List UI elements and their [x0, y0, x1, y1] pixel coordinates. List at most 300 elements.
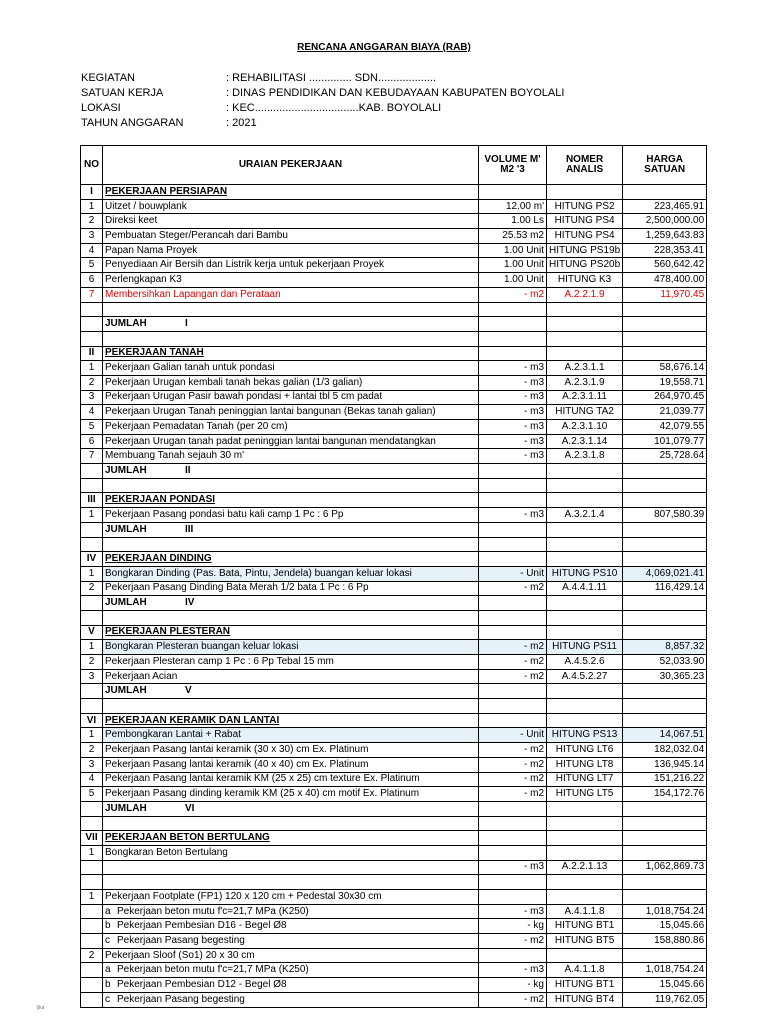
table-row [81, 948, 707, 963]
work-description: Uitzet / bouwplank [103, 199, 479, 214]
empty-cell [547, 875, 623, 890]
volume: - m3 [479, 405, 547, 420]
work-description: Pekerjaan Pasang dinding keramik KM (25 x 40) cm motif Ex. Platinum [103, 787, 479, 802]
unit-price: 1,018,754.24 [623, 904, 707, 919]
unit-price: 8,857.32 [623, 640, 707, 655]
work-description: Pekerjaan Urugan tanah padat peninggian lantai bangunan mendatangkan [103, 434, 479, 449]
table-row [81, 449, 707, 464]
row-number: 7 [81, 287, 103, 302]
analysis-code: A.3.2.1.4 [547, 508, 623, 523]
sub-item-letter: b [105, 920, 111, 932]
empty-cell [623, 522, 707, 537]
row-number [81, 684, 103, 699]
analysis-code: HITUNG PS4 [547, 214, 623, 229]
info-label: TAHUN ANGGARAN [81, 117, 184, 129]
work-description: Pekerjaan Pasang lantai keramik KM (25 x 25) cm texture Ex. Platinum [103, 772, 479, 787]
blank-row [81, 816, 707, 831]
volume: 1.00 Ls [479, 214, 547, 229]
work-description: Bongkaran Beton Bertulang [103, 845, 479, 860]
empty-cell [81, 302, 103, 317]
row-number: 3 [81, 390, 103, 405]
sub-item-letter: a [105, 964, 111, 976]
subtotal-label [103, 317, 479, 332]
unit-price: 58,676.14 [623, 361, 707, 376]
work-description: Membersihkan Lapangan dan Perataan [103, 287, 479, 302]
info-value: : DINAS PENDIDIKAN DAN KEBUDAYAAN KABUPATEN BOYOLALI [226, 87, 565, 99]
table-row [81, 845, 707, 860]
table-row [81, 787, 707, 802]
subtotal-label [103, 522, 479, 537]
analysis-code: HITUNG PS4 [547, 229, 623, 244]
work-description: Pekerjaan Urugan kembali tanah bekas galian (1/3 galian) [103, 375, 479, 390]
work-description [103, 904, 479, 919]
empty-cell [103, 302, 479, 317]
header-description: URAIAN PEKERJAAN [103, 146, 479, 185]
empty-cell [479, 522, 547, 537]
analysis-code [547, 890, 623, 905]
info-label: SATUAN KERJA [81, 87, 164, 99]
analysis-code [547, 948, 623, 963]
unit-price [623, 552, 707, 567]
work-description: Pekerjaan Pasang lantai keramik (30 x 30) cm Ex. Platinum [103, 743, 479, 758]
analysis-code [547, 185, 623, 200]
sub-item-text: Pekerjaan Pasang begesting [117, 934, 245, 946]
table-row [81, 772, 707, 787]
table-row [81, 375, 707, 390]
table-row [81, 434, 707, 449]
work-description: Direksi keet [103, 214, 479, 229]
empty-cell [81, 875, 103, 890]
empty-cell [623, 537, 707, 552]
volume: - kg [479, 978, 547, 993]
work-description: Pembuatan Steger/Perancah dari Bambu [103, 229, 479, 244]
table-row [81, 405, 707, 420]
volume: - kg [479, 919, 547, 934]
analysis-code [547, 493, 623, 508]
analysis-code: HITUNG TA2 [547, 405, 623, 420]
table-row [81, 214, 707, 229]
info-row [81, 71, 564, 86]
analysis-code: A.4.1.1.8 [547, 904, 623, 919]
empty-cell [623, 684, 707, 699]
table-row [81, 919, 707, 934]
table-row [81, 743, 707, 758]
analysis-code: HITUNG K3 [547, 273, 623, 288]
row-number [81, 934, 103, 949]
row-number: 2 [81, 581, 103, 596]
sub-item-letter: c [105, 934, 110, 946]
empty-cell [81, 478, 103, 493]
empty-cell [479, 684, 547, 699]
volume: - m2 [479, 669, 547, 684]
work-description [103, 992, 479, 1007]
volume [479, 831, 547, 846]
empty-cell [547, 302, 623, 317]
row-number: 3 [81, 669, 103, 684]
empty-cell [103, 699, 479, 714]
section-title: PEKERJAAN KERAMIK DAN LANTAI [103, 713, 479, 728]
empty-cell [479, 816, 547, 831]
info-label: LOKASI [81, 102, 121, 114]
empty-cell [623, 331, 707, 346]
unit-price: 151,216.22 [623, 772, 707, 787]
row-number: 2 [81, 948, 103, 963]
volume: - m3 [479, 508, 547, 523]
work-description: Papan Nama Proyek [103, 243, 479, 258]
volume: 12.00 m' [479, 199, 547, 214]
subtotal-text: JUMLAH [105, 597, 147, 609]
subtotal-row [81, 522, 707, 537]
unit-price: 25,728.64 [623, 449, 707, 464]
empty-cell [103, 478, 479, 493]
subtotal-text: JUMLAH [105, 523, 147, 535]
volume: - m2 [479, 743, 547, 758]
empty-cell [81, 537, 103, 552]
work-description: Pekerjaan Pasang Dinding Bata Merah 1/2 bata 1 Pc : 6 Pp [103, 581, 479, 596]
volume [479, 845, 547, 860]
analysis-code: A.4.5.2.27 [547, 669, 623, 684]
empty-cell [547, 317, 623, 332]
unit-price: 807,580.39 [623, 508, 707, 523]
empty-cell [479, 464, 547, 479]
unit-price: 182,032.04 [623, 743, 707, 758]
info-row [81, 101, 564, 116]
info-row [81, 116, 564, 131]
section-number: VI [81, 713, 103, 728]
analysis-code: A.2.3.1.14 [547, 434, 623, 449]
unit-price: 1,259,643.83 [623, 229, 707, 244]
work-description [103, 978, 479, 993]
analysis-code: HITUNG LT5 [547, 787, 623, 802]
unit-price: 30,365.23 [623, 669, 707, 684]
unit-price: 560,642.42 [623, 258, 707, 273]
empty-cell [623, 317, 707, 332]
section-title: PEKERJAAN DINDING [103, 552, 479, 567]
sub-item-letter: a [105, 905, 111, 917]
volume: - m2 [479, 787, 547, 802]
subtotal-label [103, 801, 479, 816]
volume: - m2 [479, 581, 547, 596]
section-header-row [81, 493, 707, 508]
volume: - m2 [479, 772, 547, 787]
work-description: Pekerjaan Pemadatan Tanah (per 20 cm) [103, 420, 479, 435]
unit-price: 158,880.86 [623, 934, 707, 949]
unit-price: 116,429.14 [623, 581, 707, 596]
empty-cell [547, 596, 623, 611]
table-row [81, 640, 707, 655]
volume [479, 713, 547, 728]
table-row [81, 581, 707, 596]
volume: - m3 [479, 390, 547, 405]
empty-cell [623, 699, 707, 714]
analysis-code [547, 845, 623, 860]
analysis-code: HITUNG BT4 [547, 992, 623, 1007]
empty-cell [479, 610, 547, 625]
volume [479, 625, 547, 640]
subtotal-roman: I [185, 318, 188, 330]
analysis-code [547, 346, 623, 361]
row-number: 1 [81, 845, 103, 860]
table-row [81, 390, 707, 405]
unit-price: 119,762.05 [623, 992, 707, 1007]
footer-mark: 'jika' [36, 1005, 46, 1011]
subtotal-text: JUMLAH [105, 685, 147, 697]
subtotal-row [81, 596, 707, 611]
subtotal-roman: VI [185, 802, 195, 814]
subtotal-roman: V [185, 685, 192, 697]
volume: - m2 [479, 934, 547, 949]
rab-table [80, 145, 707, 1008]
blank-row [81, 478, 707, 493]
sub-item-text: Pekerjaan beton mutu f'c=21,7 MPa (K250) [117, 964, 309, 976]
empty-cell [547, 816, 623, 831]
unit-price: 42,079.55 [623, 420, 707, 435]
row-number: 2 [81, 743, 103, 758]
row-number [81, 317, 103, 332]
empty-cell [103, 816, 479, 831]
info-label: KEGIATAN [81, 72, 135, 84]
document-title: RENCANA ANGGARAN BIAYA (RAB) [297, 42, 471, 53]
empty-cell [623, 610, 707, 625]
blank-row [81, 875, 707, 890]
row-number [81, 522, 103, 537]
row-number [81, 992, 103, 1007]
section-number: V [81, 625, 103, 640]
unit-price [623, 493, 707, 508]
table-row [81, 199, 707, 214]
info-value: : REHABILITASI .............. SDN................... [226, 72, 437, 84]
unit-price [623, 831, 707, 846]
row-number: 6 [81, 273, 103, 288]
subtotal-label [103, 596, 479, 611]
volume: - m3 [479, 904, 547, 919]
row-number: 5 [81, 787, 103, 802]
row-number: 5 [81, 258, 103, 273]
unit-price [623, 845, 707, 860]
table-row [81, 361, 707, 376]
subtotal-row [81, 464, 707, 479]
empty-cell [623, 478, 707, 493]
empty-cell [547, 522, 623, 537]
volume [479, 493, 547, 508]
empty-cell [479, 478, 547, 493]
work-description: Pekerjaan Plesteran camp 1 Pc : 6 Pp Tebal 15 mm [103, 655, 479, 670]
unit-price: 52,033.90 [623, 655, 707, 670]
blank-row [81, 331, 707, 346]
empty-cell [81, 331, 103, 346]
empty-cell [547, 537, 623, 552]
row-number: 2 [81, 214, 103, 229]
volume: - m3 [479, 860, 547, 875]
sub-item-text: Pekerjaan Pembesian D16 - Begel Ø8 [117, 920, 287, 932]
table-row [81, 934, 707, 949]
table-row [81, 287, 707, 302]
work-description: Pekerjaan Pasang lantai keramik (40 x 40) cm Ex. Platinum [103, 757, 479, 772]
table-row [81, 728, 707, 743]
table-row [81, 508, 707, 523]
row-number [81, 963, 103, 978]
work-description: Pembongkaran Lantai + Rabat [103, 728, 479, 743]
empty-cell [81, 816, 103, 831]
unit-price: 264,970.45 [623, 390, 707, 405]
work-description: Pekerjaan Footplate (FP1) 120 x 120 cm + Pedestal 30x30 cm [103, 890, 479, 905]
row-number: 4 [81, 243, 103, 258]
work-description [103, 860, 479, 875]
subtotal-label [103, 684, 479, 699]
unit-price: 15,045.66 [623, 978, 707, 993]
row-number: 1 [81, 890, 103, 905]
blank-row [81, 537, 707, 552]
analysis-code: HITUNG BT5 [547, 934, 623, 949]
empty-cell [547, 699, 623, 714]
empty-cell [479, 801, 547, 816]
unit-price [623, 713, 707, 728]
volume: 1.00 Unit [479, 273, 547, 288]
volume [479, 890, 547, 905]
info-row [81, 86, 564, 101]
project-info [81, 71, 564, 131]
row-number: 4 [81, 405, 103, 420]
empty-cell [81, 699, 103, 714]
row-number: 6 [81, 434, 103, 449]
section-title: PEKERJAAN PERSIAPAN [103, 185, 479, 200]
table-row [81, 992, 707, 1007]
row-number: 3 [81, 229, 103, 244]
unit-price: 4,069,021.41 [623, 566, 707, 581]
analysis-code: A.2.3.1.11 [547, 390, 623, 405]
volume [479, 185, 547, 200]
work-description: Membuang Tanah sejauh 30 m' [103, 449, 479, 464]
analysis-code: HITUNG PS2 [547, 199, 623, 214]
sub-item-letter: c [105, 993, 110, 1005]
table-row [81, 655, 707, 670]
analysis-code: HITUNG PS13 [547, 728, 623, 743]
empty-cell [81, 610, 103, 625]
row-number: 1 [81, 728, 103, 743]
work-description: Bongkaran Plesteran buangan keluar lokasi [103, 640, 479, 655]
row-number: 1 [81, 640, 103, 655]
table-row [81, 904, 707, 919]
empty-cell [623, 801, 707, 816]
section-header-row [81, 831, 707, 846]
volume: - m2 [479, 640, 547, 655]
empty-cell [623, 875, 707, 890]
empty-cell [547, 478, 623, 493]
unit-price: 15,045.66 [623, 919, 707, 934]
analysis-code [547, 713, 623, 728]
section-title: PEKERJAAN TANAH [103, 346, 479, 361]
subtotal-roman: IV [185, 597, 195, 609]
empty-cell [623, 302, 707, 317]
table-row [81, 229, 707, 244]
table-row [81, 420, 707, 435]
work-description: Pekerjaan Acian [103, 669, 479, 684]
subtotal-row [81, 801, 707, 816]
work-description: Perlengkapan K3 [103, 273, 479, 288]
blank-row [81, 302, 707, 317]
table-header-row [81, 146, 707, 185]
blank-row [81, 699, 707, 714]
section-header-row [81, 625, 707, 640]
section-number: II [81, 346, 103, 361]
section-header-row [81, 713, 707, 728]
section-title: PEKERJAAN PONDASI [103, 493, 479, 508]
table-row [81, 273, 707, 288]
table-row [81, 258, 707, 273]
volume: - m3 [479, 420, 547, 435]
analysis-code: A.2.2.1.13 [547, 860, 623, 875]
subtotal-row [81, 684, 707, 699]
unit-price: 136,945.14 [623, 757, 707, 772]
volume: - Unit [479, 728, 547, 743]
volume [479, 552, 547, 567]
header-unit-price: HARGA SATUAN [623, 146, 707, 185]
table-row [81, 860, 707, 875]
unit-price [623, 185, 707, 200]
sub-item-text: Pekerjaan Pembesian D12 - Begel Ø8 [117, 978, 287, 990]
table-row [81, 566, 707, 581]
volume: 1.00 Unit [479, 243, 547, 258]
subtotal-roman: II [185, 464, 191, 476]
work-description: Pekerjaan Urugan Tanah peninggian lantai bangunan (Bekas tanah galian) [103, 405, 479, 420]
volume: - m3 [479, 361, 547, 376]
analysis-code: A.2.3.1.10 [547, 420, 623, 435]
work-description [103, 919, 479, 934]
analysis-code: A.4.5.2.6 [547, 655, 623, 670]
info-value: : KEC..................................KAB. BOYOLALI [226, 102, 442, 114]
unit-price: 223,465.91 [623, 199, 707, 214]
unit-price: 228,353.41 [623, 243, 707, 258]
empty-cell [103, 610, 479, 625]
header-no: NO [81, 146, 103, 185]
section-header-row [81, 346, 707, 361]
empty-cell [103, 537, 479, 552]
section-title: PEKERJAAN BETON BERTULANG [103, 831, 479, 846]
row-number: 3 [81, 757, 103, 772]
row-number [81, 596, 103, 611]
analysis-code: HITUNG PS11 [547, 640, 623, 655]
analysis-code: HITUNG LT6 [547, 743, 623, 758]
sub-item-letter: b [105, 978, 111, 990]
section-number: III [81, 493, 103, 508]
work-description: Pekerjaan Galian tanah untuk pondasi [103, 361, 479, 376]
work-description: Pekerjaan Pasang pondasi batu kali camp 1 Pc : 6 Pp [103, 508, 479, 523]
header-analysis-code: NOMER ANALIS [547, 146, 623, 185]
analysis-code: A.2.3.1.9 [547, 375, 623, 390]
subtotal-roman: III [185, 523, 194, 535]
volume: - m3 [479, 449, 547, 464]
empty-cell [479, 699, 547, 714]
subtotal-text: JUMLAH [105, 318, 147, 330]
analysis-code [547, 552, 623, 567]
subtotal-text: JUMLAH [105, 802, 147, 814]
volume: - m2 [479, 287, 547, 302]
volume [479, 948, 547, 963]
work-description: Pekerjaan Urugan Pasir bawah pondasi + lantai tbl 5 cm padat [103, 390, 479, 405]
empty-cell [479, 596, 547, 611]
row-number: 4 [81, 772, 103, 787]
analysis-code: A.4.4.1.11 [547, 581, 623, 596]
analysis-code: A.4.1.1.8 [547, 963, 623, 978]
work-description: Penyediaan Air Bersih dan Listrik kerja untuk pekerjaan Proyek [103, 258, 479, 273]
sub-item-text: Pekerjaan beton mutu f'c=21,7 MPa (K250) [117, 905, 309, 917]
table-row [81, 669, 707, 684]
row-number [81, 464, 103, 479]
empty-cell [547, 684, 623, 699]
section-title: PEKERJAAN PLESTERAN [103, 625, 479, 640]
work-description [103, 963, 479, 978]
sub-item-text: Pekerjaan Pasang begesting [117, 993, 245, 1005]
